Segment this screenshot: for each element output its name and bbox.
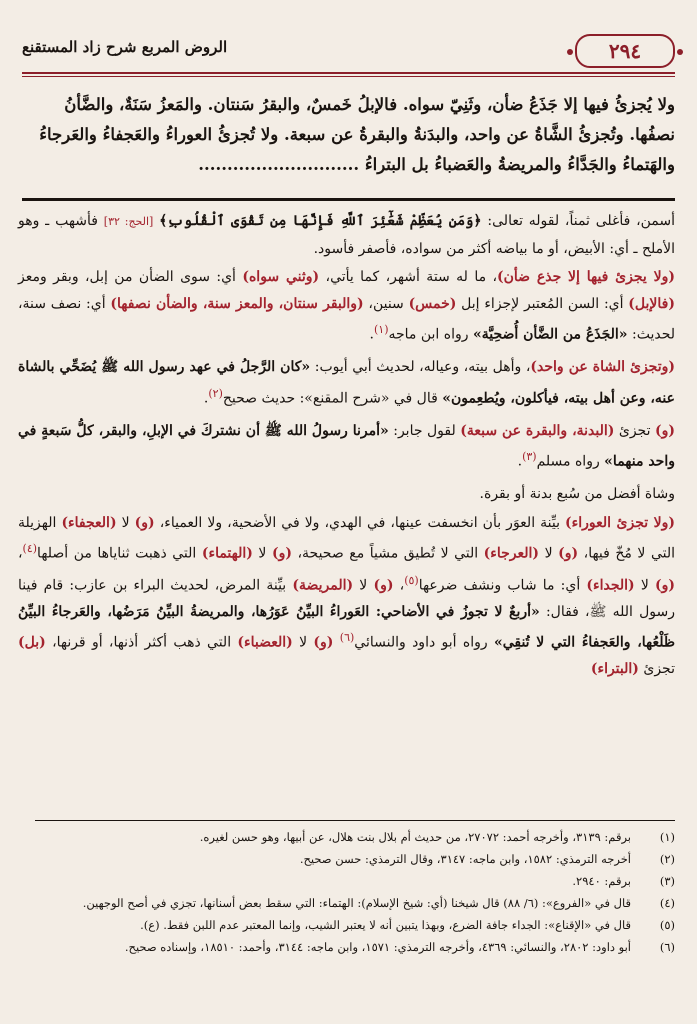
matn-text — [18, 90, 675, 180]
matn-line: والهَتماءُ والجَدَّاءُ والمريضةُ والعَضباءُ بل البتراءُ ............................ — [198, 155, 675, 174]
footnote-marker[interactable]: (٢) — [208, 386, 223, 400]
footnote-number: (٦) — [659, 940, 675, 954]
book-title: الروض المربع شرح زاد المستقنع — [22, 38, 228, 56]
matn-quote: (الجداء) — [586, 577, 635, 594]
footnote-marker[interactable]: (٦) — [339, 631, 355, 645]
footnote-number: (٤) — [659, 896, 675, 910]
matn-quote: (و) — [134, 514, 155, 531]
matn-quote: (الهتماء) — [201, 546, 253, 563]
footnote-number: (١) — [659, 830, 675, 844]
matn-quote: (و) — [654, 577, 675, 594]
page-header — [22, 30, 675, 70]
matn-quote: (البدنة، والبقرة عن سبعة) — [460, 422, 615, 439]
matn-line: ولا يُجزئُ فيها إلا جَذَعُ ضأن، وثَنِيّ سواه. فالإبلُ خَمسٌ، والبقرُ سَنتان. والمَعزُ سَنَةٌ، والضَّأنُ — [64, 95, 675, 114]
footnote-text: قال في «الإقناع»: الجداء جافة الضرع، وبهذا يتبين أنه لا يعتبر الشيب، وإنما المعتبر عدم اللبن فقط. (ع). — [140, 918, 631, 932]
matn-quote: (ولا يجزئ فيها إلا جذع ضأن) — [497, 269, 675, 285]
footnote-text: أخرجه الترمذي: ١٥٨٢، وابن ماجه: ٣١٤٧، وقال الترمذي: حسن صحيح. — [299, 852, 631, 866]
page-number: ٢٩٤ — [575, 34, 675, 68]
matn-quote: (و) — [373, 577, 394, 594]
footnote — [18, 914, 675, 936]
matn-quote: (وثني سواه) — [242, 269, 320, 285]
paragraph: (ولا يجزئ فيها إلا جذع ضأن)، ما له ستة أشهر، كما يأتي، (وثني سواه) أي: سوى الضأن من إبل، وبقر ومعز (فالإبل) أي: السن المُعتبر لإجزاء إبل (خمس) سنين، (والبقر سنتان، والمعز سنة، والضأن نصفها) أي: نصف سنة، لحديث: «الجَذَعُ من الضَّأن أُضحِيَّة» رواه ابن ماجه$^{(١)}$. — [18, 269, 675, 343]
matn-quote: (و) — [271, 546, 292, 563]
paragraph: (وتجزئ الشاة عن واحد)، وأهل بيته، وعياله، لحديث أبي أيوب: «كان الرَّجلُ في عهد رسول الله ﷺ يُضَحِّي بالشاة عنه، وعن أهل بيته، فيأكلون، ويُطعِمون» قال في «شرح المقنع»: حديث صحيح$^{(٢)}$. — [18, 359, 675, 407]
matn-quote: (المريضة) — [292, 577, 354, 594]
matn-quote: (و) — [558, 546, 579, 563]
paragraph: (ولا تجزئ العوراء) بيِّنة العوَر بأن انخسفت عينها، في الهدي، ولا في الأضحية، ولا العمياء، (و) لا (العجفاء) الهزيلة التي لا مُخّ فيها، (و) لا (العرجاء) التي لا تُطيق مشياً مع صحيحة، (و) لا (الهتماء) التي ذهبت ثناياها من أصلها$^{(٤)}$، (و) لا (الجداء) أي: ما شاب ونشف ضرعها$^{(٥)}$، (و) لا (المريضة) بيِّنة المرض، لحديث البراء بن عازب: قام فينا رسول الله ﷺ، فقال: «أربعٌ لا تجوزُ في الأضاحي: العَوراءُ البيِّنُ عَوَرُها، والمريضةُ البيِّنُ مَرَضُها، والعَرجاءُ البيِّنُ ظَلْعُها، والعَجفاءُ التي لا تُنقِي» رواه أبو داود والنسائي$^{(٦)}$ (و) لا (العضباء) التي ذهب أكثر أذنها، أو قرنها، (بل) تجزئ (البتراء) — [18, 514, 676, 678]
footnote-number: (٢) — [659, 852, 675, 866]
matn-quote: (ولا تجزئ العوراء) — [565, 514, 675, 531]
verse-reference: [الحج: ٣٢] — [103, 215, 154, 228]
footnote-text: برقم: ٢٩٤٠. — [572, 874, 631, 888]
hadith-quote: «أربعٌ لا تجوزُ في الأضاحي: العَوراءُ البيِّنُ عَوَرُها، والمريضةُ البيِّنُ مَرَضُها، والعَرجاءُ البيِّنُ ظَلْعُها، والعَجفاءُ التي لا تُنقِي» — [18, 603, 675, 651]
matn-line: نصفُها. وتُجزئُ الشَّاةُ عن واحد، والبدَنةُ والبقرةُ عن سبعة. ولا تُجزئُ العوراءُ والعَجفاءُ والعَرجاءُ — [39, 125, 675, 144]
hadith-quote: «كان الرَّجلُ في عهد رسول الله ﷺ يُضَحِّي بالشاة عنه، وعن أهل بيته، فيأكلون، ويُطعِمون» — [18, 359, 675, 407]
hadith-quote: «أمرنا رسولُ الله ﷺ أن نشتركَ في الإبلِ، والبقر، كلُّ سَبعةٍ في واحد منهما» — [18, 422, 675, 470]
matn-quote: (البتراء) — [590, 661, 639, 678]
matn-separator — [22, 198, 675, 201]
matn-quote: (العجفاء) — [61, 514, 117, 531]
footnote-separator — [35, 820, 675, 821]
footnote-text: أبو داود: ٢٨٠٢، والنسائي: ٤٣٦٩، وأخرجه الترمذي: ١٥٧١، وابن ماجه: ٣١٤٤، وأحمد: ١٨٥١٠، وإسناده صحيح. — [124, 940, 631, 954]
commentary-body — [18, 208, 675, 689]
footnotes — [18, 826, 675, 958]
footnote — [18, 892, 675, 914]
footnote-number: (٣) — [659, 874, 675, 888]
footnote-marker[interactable]: (٤) — [22, 542, 38, 556]
matn-quote: (بل) — [18, 634, 46, 651]
paragraph: أسمن، فأغلى ثمناً، لقوله تعالى: ﴿وَمَن يُعَظِّمْ شَعَٰٓئِرَ ٱللَّهِ فَإِنَّهَا مِن تَقْوَى ٱلْقُلُوبِ﴾ [الحج: ٣٢] فأشهب ـ وهو الأملح ـ أي: الأبيض، أو ما بياضه أكثر من سواده، فأصفر فأسود. — [18, 213, 676, 257]
footnote-text: برقم: ٣١٣٩، وأخرجه أحمد: ٢٧٠٧٢، من حديث أم بلال بنت هلال، عن أبيها، وهو حسن لغيره. — [199, 830, 631, 844]
matn-quote: (خمس) — [408, 295, 457, 312]
matn-quote: (وتجزئ الشاة عن واحد) — [530, 359, 675, 376]
footnote — [18, 826, 675, 848]
header-rule — [22, 72, 675, 74]
paragraph: وشاة أفضل من سُبع بدنة أو بقرة. — [479, 486, 675, 503]
matn-quote: (و) — [313, 634, 334, 651]
footnote — [18, 848, 675, 870]
footnote-number: (٥) — [659, 918, 675, 932]
matn-quote: (العضباء) — [237, 634, 293, 651]
quran-verse: ﴿وَمَن يُعَظِّمْ شَعَٰٓئِرَ ٱللَّهِ فَإِنَّهَا مِن تَقْوَى ٱلْقُلُوبِ﴾ — [159, 213, 482, 229]
footnote — [18, 936, 675, 958]
footnote-marker[interactable]: (١) — [373, 323, 389, 336]
footnote-marker[interactable]: (٣) — [522, 450, 537, 464]
matn-quote: (والبقر سنتان، والمعز سنة، والضأن نصفها) — [110, 295, 364, 312]
footnote — [18, 870, 675, 892]
hadith-quote: «الجَذَعُ من الضَّأن أُضحِيَّة» — [472, 326, 628, 343]
matn-quote: (العرجاء) — [483, 546, 540, 563]
matn-quote: (و) — [654, 422, 675, 439]
footnote-text: قال في «الفروع»: (٦/ ٨٨) قال شيخنا (أي: شيخ الإسلام): الهتماء: التي سقط بعض أسنانها، تجزي في أصح الوجهين. — [82, 896, 631, 910]
matn-quote: (فالإبل) — [628, 295, 675, 312]
paragraph: (و) تجزئ (البدنة، والبقرة عن سبعة) لقول جابر: «أمرنا رسولُ الله ﷺ أن نشتركَ في الإبلِ، والبقر، كلُّ سَبعةٍ في واحد منهما» رواه مسلم$^{(٣)}$. — [18, 422, 675, 470]
footnote-marker[interactable]: (٥) — [404, 573, 419, 587]
header-rule-thin — [22, 76, 675, 77]
